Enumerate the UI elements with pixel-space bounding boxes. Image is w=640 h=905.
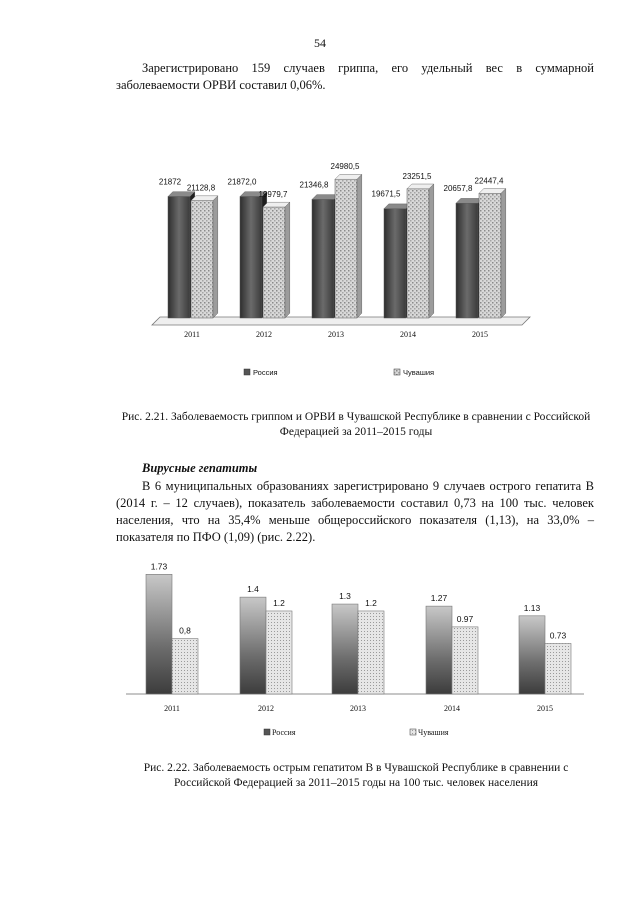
legend-label-chuvashia: Чувашия <box>403 368 435 377</box>
category-label: 2014 <box>444 704 460 713</box>
data-label: 21346,8 <box>299 180 329 190</box>
data-label: 20657,8 <box>443 184 473 194</box>
category-label: 2013 <box>350 704 366 713</box>
data-label: 24980,5 <box>330 162 360 172</box>
bar-russia-2015 <box>519 616 545 694</box>
data-label: 23251,5 <box>402 171 432 181</box>
category-label: 2015 <box>537 704 553 713</box>
bar-chuvashia-2014 <box>407 184 434 318</box>
legend-swatch-russia <box>264 729 270 735</box>
bar-chuvashia-2015 <box>545 643 571 694</box>
data-label: 0.97 <box>456 613 474 624</box>
legend-label-russia: Россия <box>272 728 296 737</box>
legend-label-chuvashia: Чувашия <box>418 728 449 737</box>
data-label: 1.4 <box>247 584 259 595</box>
bar-chuvashia-2015 <box>479 188 506 318</box>
legend-swatch-chuvashia <box>410 729 416 735</box>
chart-hepatitis-b <box>118 544 588 754</box>
category-label: 2011 <box>164 704 180 713</box>
figure-caption-2-21: Рис. 2.21. Заболеваемость гриппом и ОРВИ в Чувашской Республике в сравнении с Российской Федерацией за 2011–2015 годы <box>121 411 591 438</box>
data-label: 19979,7 <box>258 190 288 200</box>
category-label: 2014 <box>400 330 416 339</box>
data-label: 1.3 <box>339 591 351 602</box>
data-label: 22447,4 <box>474 176 504 186</box>
category-label: 2013 <box>328 330 344 339</box>
data-label: 1.2 <box>365 597 377 608</box>
chart-influenza-arvi <box>140 122 540 392</box>
paragraph-hepatitis: В 6 муниципальных образованиях зарегистрировано 9 случаев острого гепатита В (2014 г. – 12 случаев), показатель заболеваемости составил 0,73 на 100 тыс. человек населения, что на 35,4% меньше общероссийского показателя (1,13), на 33,0% – показателя по ПФО (1,09) (рис. 2.22). <box>116 479 594 544</box>
bar-chuvashia-2013 <box>335 174 362 318</box>
bar-russia-2013 <box>332 604 358 694</box>
category-label: 2012 <box>258 704 274 713</box>
data-label: 1.13 <box>523 602 541 613</box>
data-label: 21872,0 <box>227 177 257 187</box>
figure-caption-2-22: Рис. 2.22. Заболеваемость острым гепатитом В в Чувашской Республике в сравнении с Российской Федерацией за 2011–2015 годы на 100 тыс. человек населения <box>143 762 569 789</box>
bar-russia-2012 <box>240 597 266 694</box>
data-label: 0,8 <box>179 625 191 636</box>
data-label: 0.73 <box>549 630 567 641</box>
bar-chuvashia-2011 <box>172 639 198 694</box>
data-label: 21128,8 <box>186 183 216 193</box>
bar-chuvashia-2013 <box>358 611 384 694</box>
section-title: Вирусные гепатиты <box>142 461 258 475</box>
data-label: 1.27 <box>430 593 448 604</box>
data-label: 21872 <box>158 177 182 187</box>
page-number: 54 <box>314 36 326 50</box>
legend-label-russia: Россия <box>253 368 278 377</box>
chart-legend <box>244 368 434 377</box>
bar-chuvashia-2012 <box>266 611 292 694</box>
legend-swatch-chuvashia <box>394 369 400 375</box>
bar-russia-2011 <box>146 574 172 694</box>
chart-legend <box>264 728 449 737</box>
paragraph-influenza: Зарегистрировано 159 случаев гриппа, его удельный вес в суммарной заболеваемости ОРВИ составил 0,06%. <box>116 61 594 92</box>
bar-chuvashia-2012 <box>263 202 290 318</box>
category-label: 2015 <box>472 330 488 339</box>
bar-russia-2014 <box>426 606 452 694</box>
data-label: 1.73 <box>150 561 168 572</box>
data-label: 19671,5 <box>371 189 401 199</box>
category-label: 2012 <box>256 330 272 339</box>
bar-chuvashia-2014 <box>452 627 478 694</box>
bar-chuvashia-2011 <box>191 196 218 318</box>
category-label: 2011 <box>184 330 200 339</box>
data-label: 1.2 <box>273 597 285 608</box>
legend-swatch-russia <box>244 369 250 375</box>
